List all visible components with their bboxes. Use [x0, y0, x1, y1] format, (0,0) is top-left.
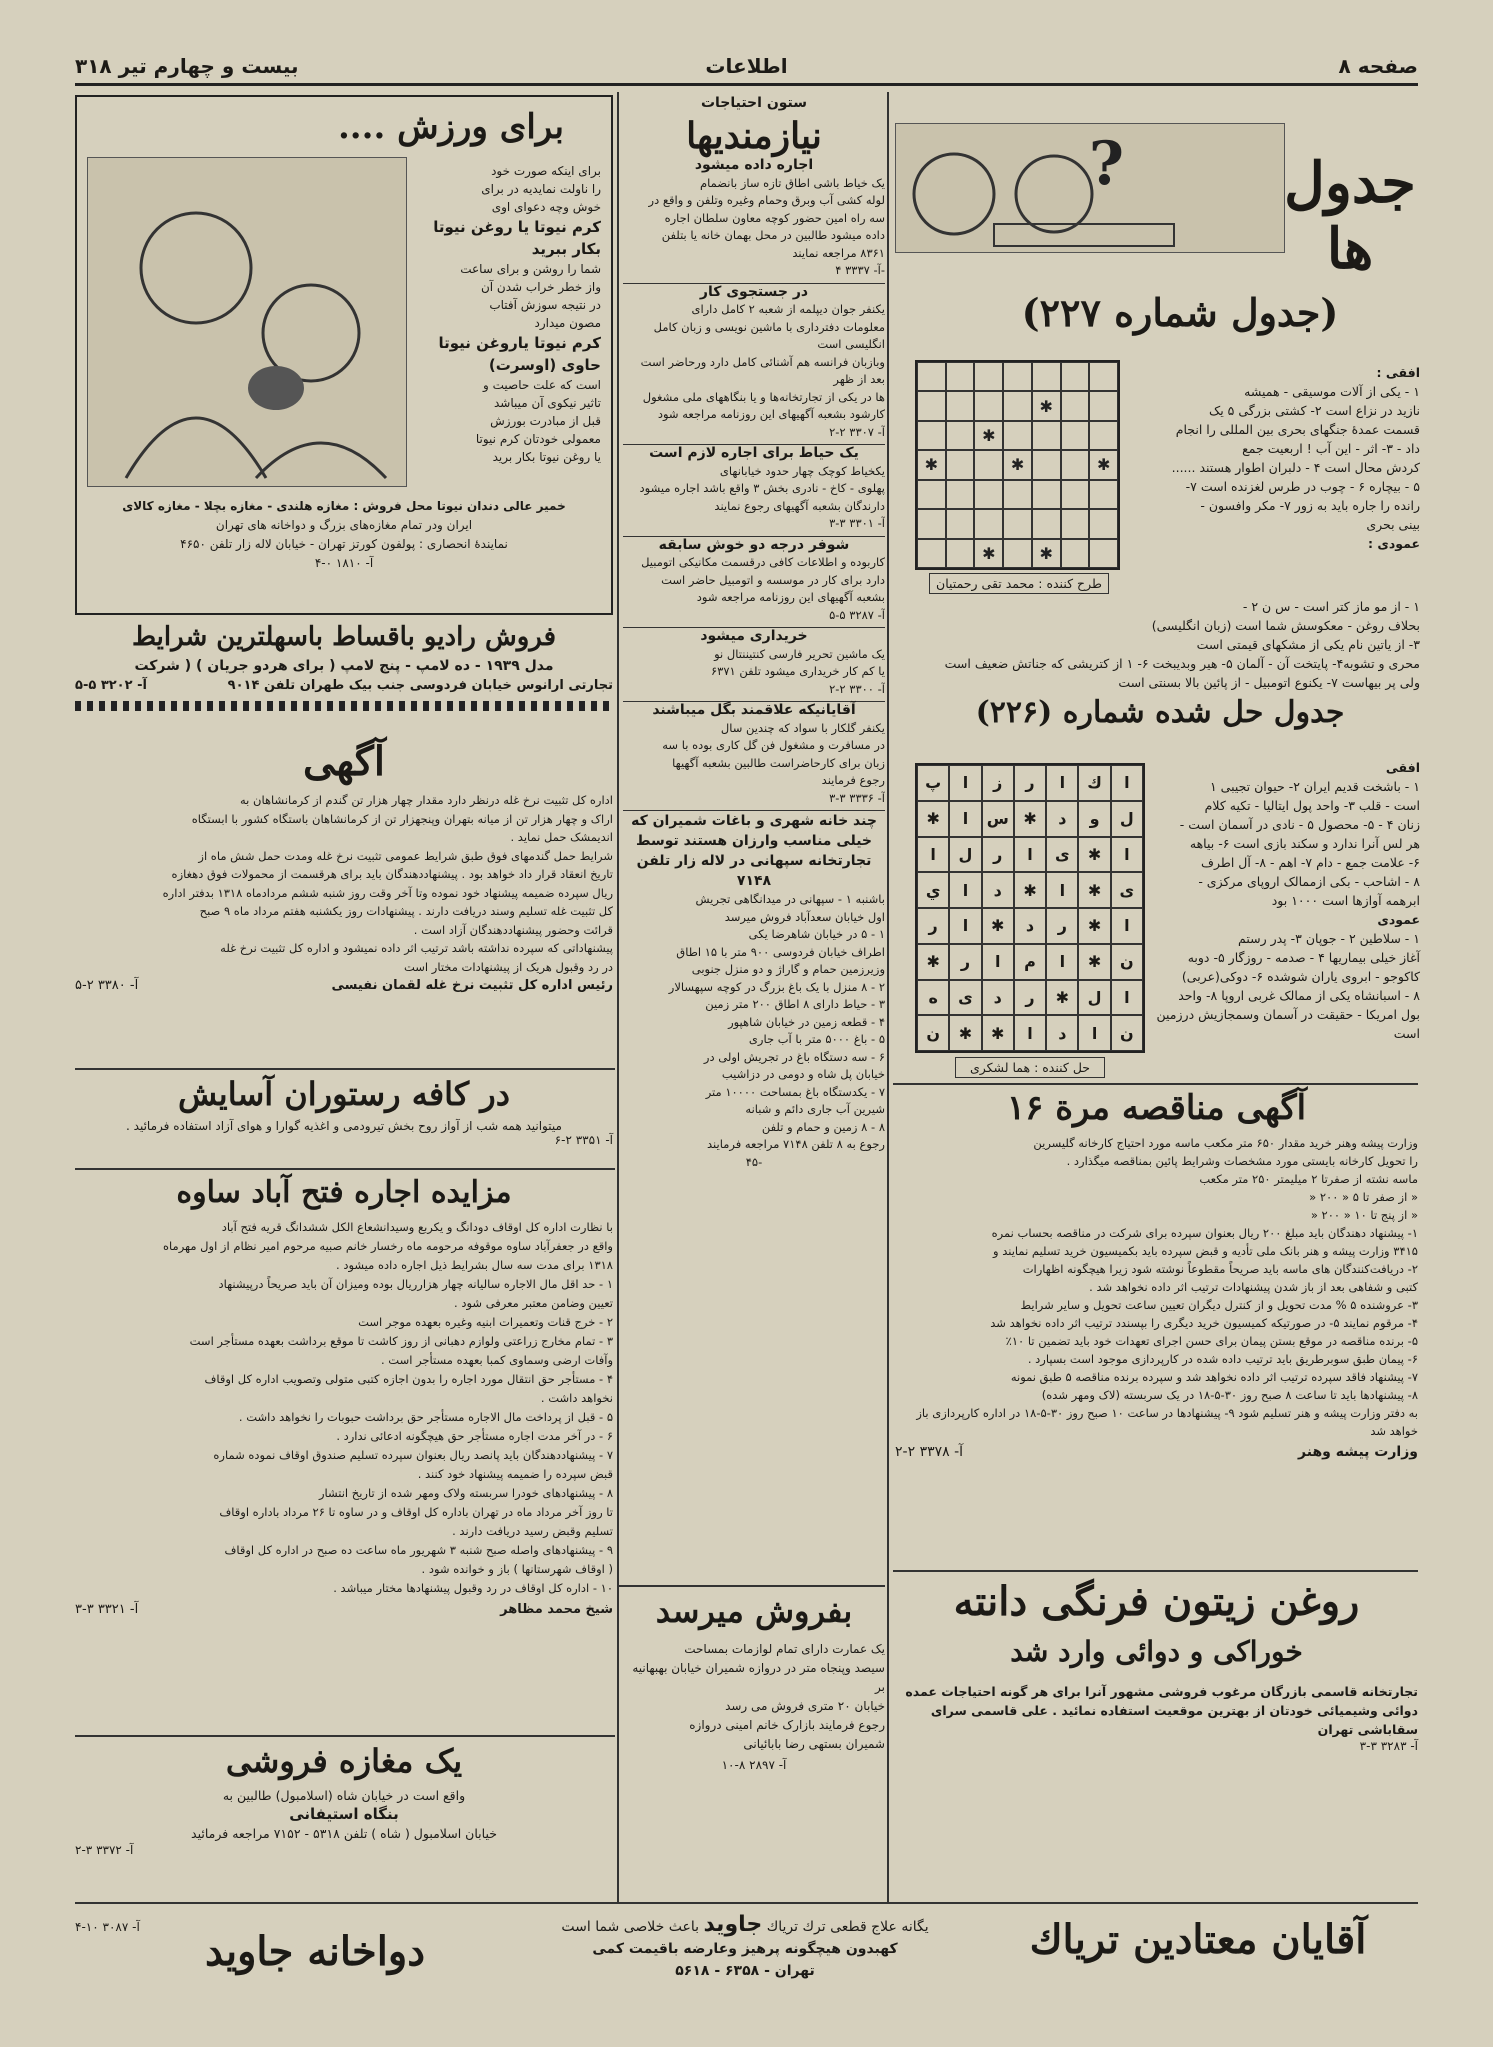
grid-letter: ر	[949, 944, 981, 980]
tender-line: ۳- عروشنده ۵ % مدت تحویل و از کنترل دیگران تعیین ساعت تحویل و سایر شرایط	[1020, 1298, 1418, 1312]
auction-line: ۱ - حد اقل مال الاجاره سالیانه چهار هزارریال بوده ومیزان آن باید صریحاً درپیشنهاد	[218, 1277, 613, 1291]
grid-letter: ا	[949, 765, 981, 801]
down-label: عمودی :	[1368, 536, 1420, 551]
grain-notice	[75, 738, 613, 1060]
tender-line: « از صفر تا ۵ « ۲۰۰ «	[1309, 1190, 1418, 1204]
clue: ۸ - اشاحب - بکی ازممالک اروپای مرکزی -	[1198, 874, 1420, 889]
grid-letter: ا	[949, 908, 981, 944]
radio-line: تجارتی ارانوس خیابان فردوسی جنب بیک طهران تلفن ۹۰۱۴	[227, 678, 613, 693]
grid-letter: ا	[1046, 944, 1078, 980]
grid-letter: د	[982, 980, 1014, 1016]
grid-letter: ا	[1111, 908, 1143, 944]
grid-letter: ل	[949, 837, 981, 873]
needs-title: نیازمندیها	[686, 115, 822, 157]
grid-letter: ه	[917, 980, 949, 1016]
grid-letter: ا	[1046, 872, 1078, 908]
notice-line: اراک و چهار هزار تن از میانه بتهران وپنجهزار تن از کرمانشاهان باستگاه کشور با ابستگاه	[191, 811, 613, 826]
sale-title: بفروش میرسد	[655, 1592, 853, 1630]
solved-across-label: افقی	[1385, 760, 1420, 775]
auction-line: ۶ - در آخر مدت اجاره مستأجر حق هیچگونه ادعائی ندارد .	[336, 1429, 613, 1443]
black-square: ✱	[917, 801, 949, 837]
auction-line: نخواهد داشت .	[540, 1391, 613, 1405]
clue: است - قلب ۳- واحد پول ایتالیا - تکیه کلام	[1204, 798, 1420, 813]
cream-title: کرم نیوتا یا روغن نیوتا بکار ببرید	[433, 218, 601, 258]
grid-letter: ي	[917, 872, 949, 908]
section-label: ستون احتیاجات	[700, 95, 808, 111]
black-square: ✱	[1078, 944, 1110, 980]
auction-line: تسلیم وقبض رسید دریافت دارند .	[452, 1524, 613, 1538]
issue-date: بیست و چهارم تیر ۳۱۸	[75, 54, 299, 78]
opium-ref: آ- ۳۰۸۷ ۱۰-۴	[75, 1920, 140, 1934]
notice-line: کل تثبیت غله تسلیم وسند دریافت دارند . پیشنهادات روز یکشنبه هفتم مرداد ماه ۹ صبح	[199, 904, 613, 918]
notice-line: شرایط حمل گندمهای فوق طبق شرایط عمومی تثبیت نرخ غله ومدت حمل شش ماه از	[198, 848, 613, 863]
ad-ref: آ- ۳۳۰۱ ۳-۳	[829, 516, 885, 530]
clue: زنان ۴ - ۵- محصول ۵ - نادی در آسمان است -	[1179, 817, 1420, 832]
opium-title: آقایان معتادین تریاك	[1029, 1916, 1367, 1963]
grid-letter: ا	[1111, 765, 1143, 801]
shop-line: خیابان اسلامبول ( شاه ) تلفن ۵۳۱۸ - ۷۱۵۲ مراجعه فرمائید	[191, 1826, 497, 1841]
grid-letter: ر	[1014, 765, 1046, 801]
clue: ۶- علامت جمع - دام ۷- اهم - ۸- آل اطرف	[1201, 855, 1420, 870]
across-label: افقی :	[1376, 365, 1420, 380]
sport-line: برای اینکه صورت خود	[491, 164, 601, 178]
ad-line: خیابان پل شاه و دومی در دزاشیب	[721, 1067, 885, 1081]
classifieds-column	[623, 95, 885, 1565]
ad-line: کاربوده و اطلاعات کافی درقسمت مکانیکی اتومبیل	[641, 555, 885, 569]
cafe-line: میتوانید همه شب از آواز روح بخش تیرودمی و اغذیه گوارا و هوای آزاد استفاده فرمائید .	[126, 1119, 562, 1133]
tender-line: ۵- برنده مناقصه در موقع بستن پیمان برای حسن اجرای تعهدات خود باید تضمین تا ۱۰٪	[1005, 1334, 1418, 1348]
grid-letter: ر	[917, 908, 949, 944]
clue: ۱ - باشخت قدیم ایران ۲- حیوان تجیبی ۱	[1209, 779, 1420, 794]
grid-letter: ل	[1111, 801, 1143, 837]
sport-line: در نتیجه سوزش آفتاب	[489, 298, 601, 312]
tender-line: « از پنج تا ۱۰ « ۲۰۰ «	[1310, 1208, 1418, 1222]
black-square: ✱	[1078, 837, 1110, 873]
agent-line: نمایندهٔ انحصاری : پولفون کورتز تهران - خیابان لاله زار تلفن ۴۶۵۰	[180, 537, 508, 551]
boxers-icon	[86, 158, 406, 488]
auction-ref: آ- ۳۳۲۱ ۳-۳	[75, 1602, 139, 1617]
house-sale-ad	[623, 1592, 885, 1897]
ad-line: یک خیاط باشی اطاق تازه ساز بانضمام	[700, 175, 885, 190]
sport-line: است که علت حاصیت و	[483, 378, 601, 392]
cafe-ref: آ- ۳۳۵۱ ۲-۶	[554, 1133, 613, 1147]
ad-line: بشعبه آگهیهای این روزنامه مراجعه شود	[696, 590, 885, 604]
clue: بول امریکا - حقیقت در آسمان وسمجازیش درزمین است	[1156, 1007, 1420, 1041]
column-rule	[617, 92, 619, 1902]
notice-line: ریال سپرده ضمیمه پیشنهاد خود نموده وتا آخر وقت روز شنبه ششم مردادماه ۱۳۱۸ بدفتر اداره	[162, 885, 613, 900]
ad-line: ۳ - حیاط دارای ۸ اطاق ۲۰۰ متر زمین	[705, 997, 885, 1011]
cafe-ad	[75, 1075, 613, 1175]
ad-heading: آقایانیکه علاقمند بگل میباشند	[623, 701, 885, 720]
clue: ۵ - بیچاره ۶ - چوب در طرس لغزنده است ۷-	[1185, 479, 1420, 494]
auction-line: ۵ - قبل از پرداخت مال الاجاره مستأجر حق برداشت حبوبات را نخواهد داشت .	[238, 1410, 613, 1424]
cafe-title: در کافه رستوران آسایش	[177, 1075, 510, 1113]
sale-line: شمیران بستهی رضا بابائیانی	[743, 1737, 885, 1751]
ad-line: وزیرزمین حمام و گاراژ و دو منزل جنوبی	[691, 962, 885, 976]
tender-line: کتبی و شفاهی بعد از باز شدن پیشنهادات ترتیب اثر داده نخواهد شد .	[1089, 1280, 1418, 1294]
ad-line: لوله کشی آب وبرق وحمام وغیره وتلفن و واقع در	[648, 193, 885, 207]
cream-title: کرم نیوتا یاروغن نیوتا حاوی (اوسرت)	[438, 334, 601, 374]
tender-line: ۶- پیمان طبق سوبرطریق باید ترتیب داده شده در کارپردازی موجود است بسپارد .	[1027, 1352, 1418, 1366]
auction-notice	[75, 1175, 613, 1675]
ad-line: کارشود بشعبه آگهیهای این روزنامه مراجعه شود	[657, 407, 885, 421]
sport-line: قبل از مبادرت بورزش	[490, 414, 601, 428]
opium-phone: تهران - ۶۳۵۸ - ۵۶۱۸	[675, 1963, 815, 1979]
grid-letter: د	[1014, 908, 1046, 944]
ad-line: باشنبه ۱ - سپهانی در میدانگاهی تجریش	[695, 892, 885, 906]
sale-line: رجوع فرمایند بازارک خانم امینی دروازه	[689, 1718, 885, 1732]
notice-line: پیشنهاداتی که سپرده نداشته باشد ترتیب اثر داده نمیشود و اداره کل تثبیت نرخ غله	[220, 941, 613, 955]
tender-line: وزارت پیشه وهنر خرید مقدار ۶۵۰ متر مکعب ماسه مورد احتیاج کارخانه گلیسرین	[1033, 1136, 1418, 1150]
ad-line: ۷ - یکدستگاه باغ بمساحت ۱۰۰۰۰ متر	[705, 1084, 885, 1099]
shop-title: یک مغازه فروشی	[225, 1742, 463, 1780]
ad-heading: شوفر درجه دو خوش سابقه	[623, 536, 885, 555]
ad-line: یک ماشین تحریر فارسی کنتیننتال نو	[714, 646, 885, 661]
auction-line: ۳ - تمام مخارج زراعتی ولوازم دهبانی از روز کاشت تا موقع برداشت بعهده مستأجر است	[189, 1334, 613, 1348]
grid-letter: ا	[1014, 837, 1046, 873]
divider	[75, 701, 613, 711]
auction-line: تا روز آخر مرداد ماه در تهران باداره کل اوقاف و در ساوه تا ۲۶ مرداد باداره اوقاف	[219, 1505, 613, 1519]
ad-line: ۱ - ۵ در خیابان شاهرضا یکی	[748, 927, 885, 941]
auction-line: ۷ - پیشنهاددهندگان باید پانصد ریال بعنوان سپرده تسلیم صندوق اوقاف نموده شماره	[213, 1448, 613, 1462]
grid-letter: ا	[1078, 1015, 1110, 1051]
auction-line: ۱۳۱۸ برای مدت سه سال بشرایط ذیل اجاره داده میشود .	[336, 1258, 613, 1272]
notice-title: آگهی	[303, 738, 385, 785]
ad-ref: آ- ۳۳۰۷ ۲-۲	[829, 424, 885, 439]
sport-line: را ناولت نمایدیه در برای	[481, 182, 601, 196]
olive-title: روغن زیتون فرنگی دانته	[953, 1578, 1360, 1625]
sport-line: معمولی خودتان کرم نیوتا	[475, 432, 601, 446]
auction-line: واقع در جعفرآباد ساوه موقوفه مرحومه ماه رخسار خانم صبیه مرحوم امیر نظام از اول مهرماه	[163, 1239, 613, 1253]
classified-list	[623, 157, 885, 1171]
black-square: ✱	[1046, 980, 1078, 1016]
sport-ref: آ- ۱۸۱۰ ۰-۴	[314, 556, 374, 570]
auction-signer: شیخ محمد مظاهر	[500, 1602, 613, 1617]
ad-line: پهلوی - کاخ - نادری بخش ۳ واقع باشد اجاره میشود	[639, 481, 885, 495]
tender-line: ۳۴۱۵ وزارت پیشه و هنر بانک ملی تأدیه و قبض سپرده باید بکمیسیون خرید تسلیم نمایند و	[993, 1244, 1418, 1258]
solved-down-label: عمودی	[1377, 912, 1420, 927]
ad-line: یکنفر جوان دیپلمه از شعبه ۲ کامل دارای	[691, 302, 885, 316]
black-square: ✱	[1078, 872, 1110, 908]
grid-letter: ى	[1046, 837, 1078, 873]
shop-agency: بنگاه استیفانی	[289, 1805, 399, 1823]
ad-line: در مسافرت و مشغول فن گل کاری بوده با سه	[662, 738, 885, 752]
grid-letter: ن	[1111, 944, 1143, 980]
clue: نازید در نزاع است ۲- کشتی بزرگی ۵ یک	[1209, 403, 1420, 418]
grid-letter: ا	[949, 872, 981, 908]
sport-line: شما را روشن و برای ساعت	[460, 262, 601, 276]
grid-letter: د	[1046, 801, 1078, 837]
ad-line: ها در یکی از تجارتخانه‌ها و یا بنگاههای ملی مشغول	[642, 389, 885, 404]
crossword-title: جدول ها	[1284, 150, 1416, 282]
ad-line: اول خیابان سعدآباد فروش میرسد	[724, 909, 885, 924]
ad-line: یکنفر گلکار با سواد که چندین سال	[720, 720, 885, 735]
tender-notice	[895, 1088, 1418, 1558]
crossword-section	[895, 95, 1420, 1105]
black-square: ✱	[1014, 801, 1046, 837]
grid-letter: پ	[917, 765, 949, 801]
sport-line: یا روغن نیوتا بکار برید	[492, 450, 601, 464]
notice-ref: آ- ۳۳۸۰ ۲-۵	[75, 978, 139, 993]
clue: کردش محال است ۴ - دلبران اطوار هستند ......	[1171, 460, 1420, 475]
grid-letter: ا	[917, 837, 949, 873]
sale-line: یک عمارت دارای تمام لوازمات بمساحت	[684, 1642, 885, 1656]
radio-ad	[75, 622, 613, 732]
grid-letter: و	[1078, 801, 1110, 837]
opium-brand: جاوید	[703, 1912, 763, 1937]
tender-line: ۱- پیشنهاد دهندگان باید مبلغ ۲۰۰ ریال بعنوان سپرده برای شرکت در مناقصه بحساب نمره	[991, 1226, 1418, 1240]
ad-line: زبان برای کارحاضراست طالبین بشعبه آگهیها	[672, 755, 885, 770]
ad-line: رجوع به ۸ تلفن ۷۱۴۸ مراجعه فرمایند	[706, 1137, 885, 1151]
thinking-people-icon	[894, 124, 1284, 254]
radio-ref: آ- ۳۲۰۲ ۵-۵	[75, 678, 147, 693]
black-square: ✱	[917, 944, 949, 980]
grid-letter: ل	[1078, 980, 1110, 1016]
column-rule	[887, 92, 889, 1902]
black-square: ✱	[982, 908, 1014, 944]
notice-line: تاریخ انعقاد قرار داد خواهد بود . پیشنهاددهندگان باید برای هرقسمت از محمولات فوق دهغازه	[171, 867, 613, 881]
auction-line: ۹ - پیشنهادهای واصله صبح شنبه ۳ شهریور ماه ساعت ده صبح در اداره کل اوقاف	[224, 1543, 613, 1557]
radio-line: مدل ۱۹۳۹ - ده لامپ - پنج لامپ ( برای هردو جریان ) ( شرکت	[134, 658, 554, 674]
black-square: ✱	[1014, 872, 1046, 908]
ad-heading: خریداری میشود	[623, 627, 885, 646]
section-rule	[75, 1735, 615, 1737]
ad-line: ۸ - ۸ زمین و حمام و تلفن	[761, 1119, 885, 1134]
clue: ۱ - سلاطین ۲ - جوپان ۳- پدر رستم	[1238, 931, 1420, 946]
crossword-grid: ✱ ✱ ✱ ✱ ✱ ✱ ✱	[915, 360, 1120, 570]
ad-line: ۸۳۶۱ مراجعه نمایند	[792, 245, 885, 260]
clue: آغاز خیلی بیماریها ۴ - صدمه - روزگار ۵- دوبه	[1187, 950, 1420, 965]
opium-ad	[75, 1908, 1418, 2003]
grid-letter: ا	[982, 944, 1014, 980]
ad-ref: آ- ۳۲۸۷ ۵-۵	[829, 607, 885, 622]
ad-line: ۶ - سه دستگاه باغ در تجریش اولی در	[703, 1049, 885, 1064]
grid-letter: د	[982, 872, 1014, 908]
clue: هر لس آنرا ندارد و سکند بازی است ۶- بیاهه	[1189, 836, 1420, 851]
grid-letter: م	[1014, 944, 1046, 980]
svg-text:?: ?	[1088, 129, 1124, 199]
black-square: ✱	[1078, 908, 1110, 944]
auction-line: ۱۰ - اداره کل اوقاف در رد وقبول پیشنهادها مختار میباشد .	[333, 1581, 613, 1595]
sport-ad	[75, 95, 613, 615]
section-rule	[75, 1168, 615, 1170]
black-square: ✱	[949, 1015, 981, 1051]
tender-line: ۲- دریافت‌کنندگان های ماسه باید صریحاً مقطوعاً نوشته شود زیرا هیچگونه اظهارات	[1022, 1262, 1418, 1276]
sport-line: واز خطر خراب شدن آن	[480, 280, 601, 294]
auction-line: ۴ - مستأجر حق انتقال مورد اجاره را بدون اجازه کتبی متولی وتصویب اداره کل اوقاف	[204, 1372, 613, 1386]
ad-line: سه راه امین حضور کوچه معاون سلطان اجاره	[664, 210, 885, 225]
grid-letter: ز	[982, 765, 1014, 801]
notice-line: در رد وقبول هریک از پیشنهادات مختار است	[404, 959, 613, 974]
auction-line: وآفات ارضی وسماوی کمبا بعهده مستأجر است .	[381, 1353, 613, 1367]
ad-line: دارندگان بشعبه آگهیهای رجوع نمایند	[714, 498, 885, 513]
sport-line: مصون میدارد	[534, 316, 601, 330]
sale-ref: آ- ۲۸۹۷ ۸-۱۰	[721, 1758, 787, 1772]
ad-line: ۵ - باغ ۵۰۰۰ متر با آب جاری	[748, 1032, 885, 1046]
ad-line: شیرین آب جاری دائم و شبانه	[745, 1102, 885, 1116]
ad-heading: یک حیاط برای اجاره لازم است	[623, 444, 885, 463]
sport-line: خوش وچه دعوای اوی	[491, 200, 601, 214]
olive-line: تجارتخانه قاسمی بازرگان مرغوب فروشی مشهور آنرا برای هر گونه احتیاجات عمده	[905, 1684, 1418, 1699]
ad-line: ۲ - ۸ منزل با یک باغ بزرگ در کوچه سپهسالار	[668, 979, 885, 994]
solved-grid	[915, 763, 1145, 1053]
crossword-illustration	[895, 123, 1285, 253]
notice-line: قرائت وحضور پیشنهاددهندگان آزاد است .	[413, 922, 613, 937]
black-square: ✱	[982, 1015, 1014, 1051]
olive-oil-ad	[895, 1578, 1418, 1898]
grid-letter: ى	[949, 980, 981, 1016]
auction-line: با نظارت اداره کل اوقاف دودانگ و یکربع وسیدانشعاع الکل ششدانگ قریه فتح آباد	[221, 1220, 613, 1234]
ad-line: وبازبان فرانسه هم آشنائی کامل دارد ورحاضر است بعد از ظهر	[640, 354, 885, 386]
notice-line: اندیمشک حمل نماید .	[510, 830, 613, 844]
tender-line: را تحویل کارخانه بایستی مورد مشخصات وشرایط پائین بمناقصه میگذارد .	[1066, 1154, 1418, 1168]
paper-name: اطلاعات	[705, 54, 788, 78]
ad-heading: چند خانه شهری و باغات شمیران که خیلی مناسب وارزان هستند توسط تجارتخانه سپهانی در لاله زار تلفن ۷۱۴۸	[623, 810, 885, 891]
auction-line: ۸ - پیشنهادهای خودرا سربسته ولاک ومهر شده از تاریخ انتشار	[318, 1486, 613, 1500]
tender-line: ۴- مرقوم نمایند ۵- در صورتیکه کمیسیون خرید دیگری را بپسندد ترتیب اثر داده نخواهد شد	[990, 1316, 1418, 1330]
notice-line: اداره کل تثبیت نرخ غله درنظر دارد مقدار چهار هزار تن گندم از کرمانشاهان به	[240, 793, 613, 807]
radio-title: فروش رادیو باقساط باسهلترین شرایط	[131, 622, 557, 652]
ad-line: یا کم کار خریداری میشود تلفن ۶۳۷۱	[711, 664, 885, 678]
auction-line: تعیین وضامن معتبر معرفی شود .	[454, 1296, 613, 1310]
tender-line: ماسه نشته از صفرتا ۲ میلیمتر ۲۵۰ متر مکعب	[1199, 1172, 1418, 1186]
grid-letter: ى	[1111, 872, 1143, 908]
clue: ۱ - از مو ماز کتر است - س ن ۲ -	[1242, 599, 1420, 614]
solved-clues	[1155, 758, 1420, 1043]
grid-letter: ر	[1014, 980, 1046, 1016]
grid-letter: ا	[1111, 837, 1143, 873]
auction-title: مزایده اجاره فتح آباد ساوه	[176, 1175, 512, 1210]
grid-letter: د	[1046, 1015, 1078, 1051]
section-rule	[893, 1083, 1418, 1085]
section-rule	[893, 1570, 1418, 1572]
ad-line: یکخیاط کوچک چهار حدود خیابانهای	[719, 463, 885, 478]
tender-ref: آ- ۳۳۷۸ ۲-۲	[895, 1444, 964, 1460]
tender-line: ۸- پیشنهادها باید تا ساعت ۸ صبح روز ۳۰-۵-۱۸ در یک سربسته (لاک ومهر شده)	[1041, 1388, 1418, 1402]
ad-line: دارد برای کار در موسسه و اتومبیل حاضر است	[661, 572, 885, 587]
grid-letter: ك	[1078, 765, 1110, 801]
sale-line: سیصد وپنجاه متر در دروازه شمیران خیابان بهبهانیه بر	[632, 1661, 885, 1694]
sport-title: برای ورزش ....	[337, 107, 565, 147]
sport-line: تاثیر نیکوی آن میباشد	[493, 396, 601, 410]
tender-line: ۷- پیشنهاد فاقد سپرده ترتیب اثر داده نخواهد شد و سپرده برنده مناقصه ۵ طبق نمونه	[1010, 1370, 1418, 1384]
grid-letter: ن	[1111, 1015, 1143, 1051]
solver-credit: حل کننده : هما لشکری	[955, 1057, 1105, 1078]
pharmacy-name: دواخانه جاوید	[204, 1928, 426, 1975]
clue: ۱ - یکی از آلات موسیقی - همیشه	[1244, 384, 1420, 399]
ad-line: ۴ - قطعه زمین در خیابان شاهپور	[728, 1014, 885, 1029]
toothpaste-line: خمیر عالی دندان نیوتا محل فروش : مغازه هلندی - مغازه بچلا - مغازه کالای	[122, 499, 566, 513]
stores-line: ایران ودر تمام مغازه‌های بزرگ و دواخانه های تهران	[215, 518, 473, 532]
olive-line: دوائی وشیمیائی خودتان از بهترین موقعیت استفاده نمائید . علی قاسمی سرای سقاباشی تهران	[930, 1703, 1418, 1737]
ad-line: اطراف خیابان فردوسی ۹۰۰ متر با ۱۵ اطاق	[676, 944, 885, 959]
grid-letter: ا	[1014, 1015, 1046, 1051]
section-rule	[619, 1585, 885, 1587]
sale-line: خیابان ۲۰ متری فروش می رسد	[725, 1699, 885, 1713]
shop-line: واقع است در خیابان شاه (اسلامبول) طالبین به	[222, 1788, 466, 1803]
clue: بینی بحری	[1366, 517, 1420, 532]
olive-subtitle: خوراکی و دوائی وارد شد	[1010, 1635, 1303, 1668]
grid-letter: ا	[949, 801, 981, 837]
footer-rule	[75, 1902, 1418, 1904]
down-clues	[900, 597, 1420, 692]
grid-letter: ن	[917, 1015, 949, 1051]
clue: قسمت عمدهٔ جنگهای بحری بین المللی را انجام	[1175, 422, 1420, 437]
clue: کاکوجو - ابروی یاران شوشده ۶- دوکی(عربی)	[1181, 969, 1420, 984]
notice-signer: رئیس اداره کل تثبیت نرخ غله لقمان نفیسی	[331, 978, 613, 993]
clue: بحلاف روغن - معکوسش شما است (زبان انگلیسی)	[1151, 618, 1420, 633]
tender-signature: وزارت پیشه وهنر	[1298, 1444, 1418, 1460]
grid-letter: ر	[982, 837, 1014, 873]
opium-text	[505, 1914, 985, 1982]
solved-title: جدول حل شده شماره (۲۲۶)	[975, 695, 1345, 730]
olive-ref: آ- ۳۲۸۳ ۳-۳	[1359, 1739, 1418, 1753]
page-number: صفحه ۸	[1338, 54, 1418, 78]
grid-letter: س	[982, 801, 1014, 837]
clue: ولی پر بیهاست ۷- یکنوع اتومبیل - از پائین بالا بسنتی است	[1118, 675, 1420, 690]
shop-ad	[75, 1742, 613, 1897]
ad-ref: آ- ۳۳۳۶ ۳-۳	[829, 790, 885, 805]
opium-line: یگانه علاج قطعی ترك تریاك	[766, 1919, 929, 1935]
auction-line: ( اوقاف شهرستانها ) باز و خوانده شود .	[421, 1562, 613, 1576]
ad-line: معلومات دفترداری با ماشین نویسی و زبان کامل انگلیسی است	[653, 319, 885, 351]
across-clues	[1130, 363, 1420, 553]
clue: داد - ۳- اثر - این آب ! اربعیت جمع	[1242, 441, 1420, 456]
ad-line: رجوع فرمایند	[821, 773, 885, 787]
opium-line: باعث خلاصی شما است	[561, 1919, 700, 1935]
designer-credit: طرح کننده : محمد تقی رحمتیان	[929, 573, 1109, 594]
clue: رانده را جاره باید به زور ۷- مکر وافسون -	[1200, 498, 1420, 513]
grid-letter: ا	[1046, 765, 1078, 801]
grid-letter: ا	[1111, 980, 1143, 1016]
section-rule	[75, 1068, 615, 1070]
ad-line: داده میشود طالبین در محل بهمان خانه یا بتلفن	[661, 228, 885, 242]
opium-line: کهبدون هیچگونه پرهیز وعارضه باقیمت کمی	[592, 1941, 898, 1957]
ad-heading: در جستجوی کار	[623, 283, 885, 302]
clue: ابرهمه آوازها است ۱۰۰۰ بود	[1271, 893, 1420, 908]
page-header	[75, 50, 1418, 86]
ad-ref: آ- ۳۳۳۷ ۴-	[835, 263, 885, 277]
grid-letter: ر	[1046, 908, 1078, 944]
auction-line: ۲ - خرج قنات وتعمیرات ابنیه وغیره بعهده موجر است	[358, 1315, 613, 1329]
auction-line: قبض سپرده را ضمیمه پیشنهاد خود کنند .	[417, 1467, 613, 1481]
tender-title: آگهی مناقصه مرة ۱۶	[1006, 1088, 1307, 1128]
clue: ۸ - اسبانشاه یکی از ممالک غربی اروپا ۸- واحد	[1178, 988, 1420, 1003]
puzzle-title: (جدول شماره ۲۲۷)	[1021, 290, 1339, 335]
clue: ۳- از یاتین نام یکی از مشکهای قیمتی است	[1196, 637, 1420, 652]
clue: محری و تشوبه۴- پایتخت آن - آلمان ۵- هیر وبدیبخت ۶- ۱ از کتریشی که جناتش ضعیف است	[944, 656, 1420, 671]
boxers-illustration	[87, 157, 407, 487]
ad-ref: آ- ۳۳۰۰ ۲-۲	[829, 681, 885, 696]
ad-ref: ۴۵-	[745, 1154, 763, 1169]
tender-line: به دفتر وزارت پیشه و هنر تسلیم شود ۹- پیشنهادها در ساعت ۱۰ صبح روز ۳۰-۵-۱۸ در اداره کارپردازی باز خواهد شد	[916, 1406, 1418, 1438]
shop-ref: آ- ۳۳۷۲ ۳-۲	[75, 1843, 134, 1857]
ad-heading: اجاره داده میشود	[694, 157, 814, 173]
